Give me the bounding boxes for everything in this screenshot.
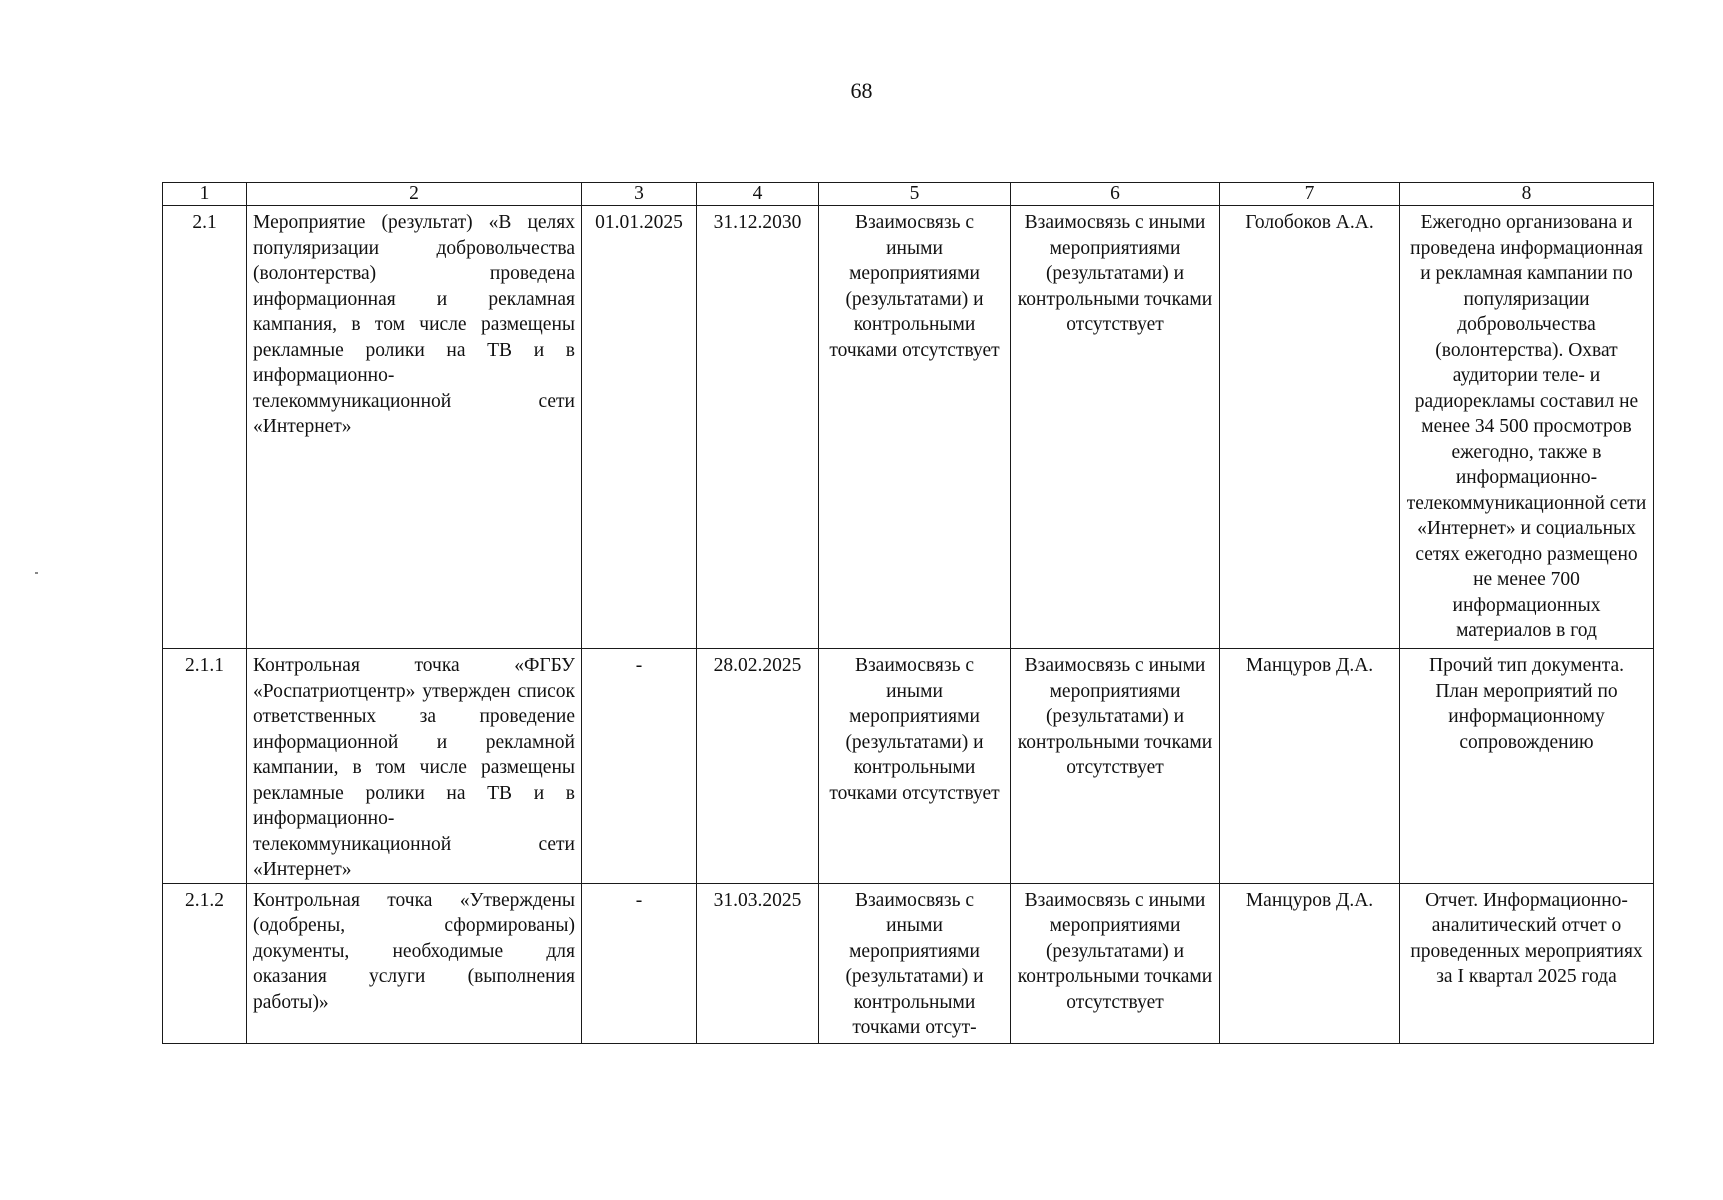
plan-table xyxy=(162,182,1654,1044)
activity-name: Контрольная точка «ФГБУ «Роспатриотцентр» утвержден список ответственных за проведение информационной и рекламной кампании, в том числе размещены рекламные ролики на ТВ и в информационно-телекоммуникационной сети «Интернет» xyxy=(247,649,582,884)
column-header: 4 xyxy=(697,183,819,206)
link-previous: Взаимосвязь с иными мероприятиями (результатами) и контрольными точками отсутствует xyxy=(819,206,1011,649)
page-number: 68 xyxy=(850,78,873,103)
column-header: 3 xyxy=(582,183,697,206)
link-next: Взаимосвязь с иными мероприятиями (результатами) и контрольными точками отсутствует xyxy=(1011,883,1220,1043)
end-date: 31.03.2025 xyxy=(697,883,819,1043)
end-date: 28.02.2025 xyxy=(697,649,819,884)
table-row xyxy=(163,883,1654,1043)
responsible-person: Манцуров Д.А. xyxy=(1220,649,1400,884)
column-header: 2 xyxy=(247,183,582,206)
start-date: - xyxy=(582,649,697,884)
row-number: 2.1.1 xyxy=(163,649,247,884)
link-next: Взаимосвязь с иными мероприятиями (результатами) и контрольными точками отсутствует xyxy=(1011,649,1220,884)
start-date: - xyxy=(582,883,697,1043)
link-previous: Взаимосвязь с иными мероприятиями (результатами) и контрольными точками отсут- xyxy=(819,883,1011,1043)
scan-speck xyxy=(35,572,38,574)
responsible-person: Голобоков А.А. xyxy=(1220,206,1400,649)
link-previous: Взаимосвязь с иными мероприятиями (результатами) и контрольными точками отсутствует xyxy=(819,649,1011,884)
column-header: 1 xyxy=(163,183,247,206)
end-date: 31.12.2030 xyxy=(697,206,819,649)
table-row xyxy=(163,206,1654,649)
link-next: Взаимосвязь с иными мероприятиями (результатами) и контрольными точками отсутствует xyxy=(1011,206,1220,649)
result-description: Прочий тип документа. План мероприятий по информационному сопровождению xyxy=(1400,649,1654,884)
row-number: 2.1.2 xyxy=(163,883,247,1043)
result-description: Отчет. Информационно-аналитический отчет о проведенных мероприятиях за I квартал 2025 года xyxy=(1400,883,1654,1043)
result-description: Ежегодно организована и проведена информационная и рекламная кампании по популяризации добровольчества (волонтерства). Охват аудитории теле- и радиорекламы составил не менее 34 500 просмотров ежегодно, также в информационно-телекоммуникационной сети «Интернет» и социальных сетях ежегодно размещено не менее 700 информационных материалов в год xyxy=(1400,206,1654,649)
column-header: 8 xyxy=(1400,183,1654,206)
column-header: 7 xyxy=(1220,183,1400,206)
activity-name: Контрольная точка «Утверждены (одобрены, сформированы) документы, необходимые для оказания услуги (выполнения работы)» xyxy=(247,883,582,1043)
row-number: 2.1 xyxy=(163,206,247,649)
start-date: 01.01.2025 xyxy=(582,206,697,649)
column-number-row xyxy=(163,183,1654,206)
column-header: 5 xyxy=(819,183,1011,206)
table-row xyxy=(163,649,1654,884)
column-header: 6 xyxy=(1011,183,1220,206)
responsible-person: Манцуров Д.А. xyxy=(1220,883,1400,1043)
activity-name: Мероприятие (результат) «В целях популяризации добровольчества (волонтерства) проведена информационная и рекламная кампания, в том числе размещены рекламные ролики на ТВ и в информационно-телекоммуникационной сети «Интернет» xyxy=(247,206,582,649)
